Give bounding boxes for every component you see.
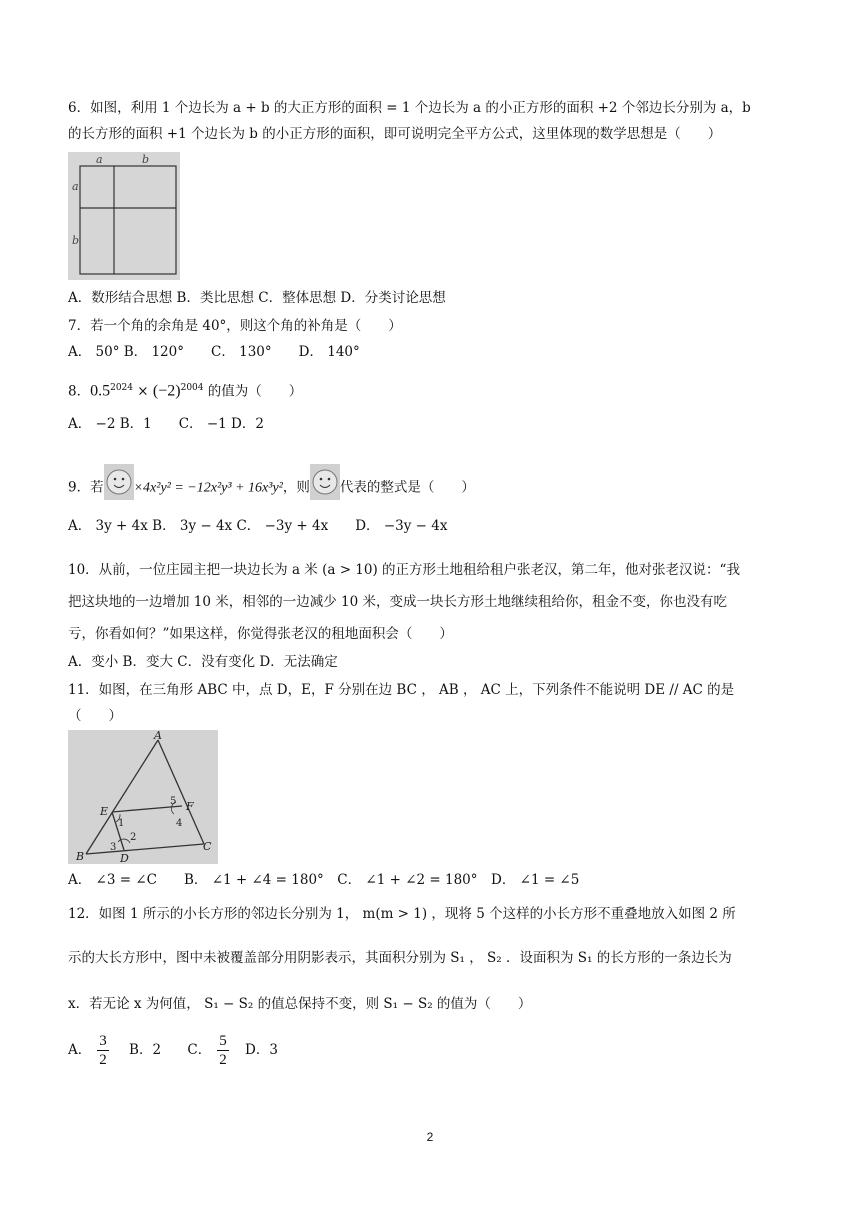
q9-mid: ，则 <box>282 479 310 496</box>
q10-options: A．变小 B．变大 C．没有变化 D．无法确定 <box>68 654 338 670</box>
q11-label-f: F <box>186 800 194 813</box>
q8-base1: 0.5 <box>90 382 111 400</box>
q6-fig-label-a-top: a <box>96 153 103 166</box>
q12-option-c-fraction <box>217 1032 229 1069</box>
q6-fig-label-b-left: b <box>72 234 80 247</box>
q12-c-denominator: 2 <box>219 1052 227 1068</box>
q6-square-figure <box>68 152 180 280</box>
q11-label-c: C <box>203 840 212 853</box>
q12-c-numerator: 5 <box>219 1033 227 1049</box>
q8-options: A． −2 B．1 C． −1 D．2 <box>68 416 264 432</box>
q8-times: × <box>133 383 153 400</box>
q8-stem <box>68 378 302 402</box>
q11-label-a: A <box>154 730 162 742</box>
q12-a-denominator: 2 <box>99 1052 107 1068</box>
q6-options: A．数形结合思想 B．类比思想 C．整体思想 D．分类讨论思想 <box>68 290 446 306</box>
q11-label-e: E <box>100 805 109 818</box>
q11-line2: （ ） <box>68 708 122 724</box>
q9-suffix: 代表的整式是（ ） <box>339 479 475 496</box>
smiley-face-icon <box>104 464 134 500</box>
q11-label-b: B <box>76 850 85 863</box>
q7-options: A． 50° B． 120° C． 130° D． 140° <box>68 344 360 360</box>
q10-line1: 10．从前，一位庄园主把一块边长为 a 米 (a > 10) 的正方形土地租给租户张老汉，第二年，他对张老汉说：“我 <box>68 562 740 578</box>
q11-triangle-figure <box>68 730 218 864</box>
q12-options <box>68 1030 278 1070</box>
q12-option-c-label: C． <box>187 1042 212 1058</box>
q8-prefix: 8． <box>68 383 91 400</box>
q11-options: A． ∠3 = ∠C B． ∠1 + ∠4 = 180° C． ∠1 + ∠2 = 180° D． ∠1 = ∠5 <box>68 872 580 888</box>
q12-option-a-fraction <box>97 1032 109 1069</box>
q12-line1: 12．如图 1 所示的小长方形的邻边长分别为 1， m(m > 1) ，现将 5 个这样的小长方形不重叠地放入如图 2 所 <box>68 906 736 922</box>
q11-angle-4: 4 <box>176 818 183 829</box>
q11-angle-5: 5 <box>170 796 177 807</box>
q9-equation: ×4x²y² = −12x²y³ + 16x³y² <box>133 480 283 496</box>
q12-option-a-label: A． <box>68 1042 92 1058</box>
q11-angle-1: 1 <box>118 818 125 829</box>
q12-line3: x．若无论 x 为何值， S₁ − S₂ 的值总保持不变，则 S₁ − S₂ 的值为（ ） <box>68 996 532 1012</box>
q8-exp2: 2004 <box>180 383 204 393</box>
q9-prefix: 9．若 <box>68 479 104 496</box>
q6-fig-label-a-left: a <box>72 180 79 193</box>
q11-label-d: D <box>120 852 129 864</box>
q6-line1: 6．如图，利用 1 个边长为 a + b 的大正方形的面积 = 1 个边长为 a 的小正方形的面积 +2 个邻边长分别为 a，b <box>68 100 751 116</box>
q6-line2: 的长方形的面积 +1 个边长为 b 的小正方形的面积，即可说明完全平方公式，这里体现的数学思想是（ ） <box>68 126 722 142</box>
q12-option-d: D．3 <box>245 1042 278 1058</box>
q12-a-numerator: 3 <box>99 1033 107 1049</box>
q6-fig-label-b-top: b <box>142 153 150 166</box>
q7-stem: 7．若一个角的余角是 40°，则这个角的补角是（ ） <box>68 318 402 334</box>
q10-line2: 把这块地的一边增加 10 米，相邻的一边减少 10 米，变成一块长方形土地继续租给你，租金不变，你也没有吃 <box>68 594 728 610</box>
q11-angle-2: 2 <box>130 832 137 843</box>
q12-line2: 示的大长方形中，图中未被覆盖部分用阴影表示，其面积分别为 S₁ ， S₂ ．设面积为 S₁ 的长方形的一条边长为 <box>68 950 732 966</box>
q12-option-b: B．2 <box>129 1042 162 1058</box>
q8-base2: (−2) <box>152 382 181 400</box>
q10-line3: 亏，你看如何？”如果这样，你觉得张老汉的租地面积会（ ） <box>68 626 453 642</box>
q11-angle-3: 3 <box>110 842 117 853</box>
q9-options: A． 3y + 4x B． 3y − 4x C． −3y + 4x D． −3y − 4x <box>68 518 448 534</box>
q11-line1: 11．如图，在三角形 ABC 中，点 D，E，F 分别在边 BC ， AB ， AC 上，下列条件不能说明 DE // AC 的是 <box>68 682 735 698</box>
page-number: 2 <box>426 1130 434 1144</box>
q9-stem <box>68 470 475 506</box>
q8-suffix: 的值为（ ） <box>203 383 303 400</box>
smiley-face-icon <box>310 464 340 500</box>
q8-exp1: 2024 <box>110 383 133 393</box>
